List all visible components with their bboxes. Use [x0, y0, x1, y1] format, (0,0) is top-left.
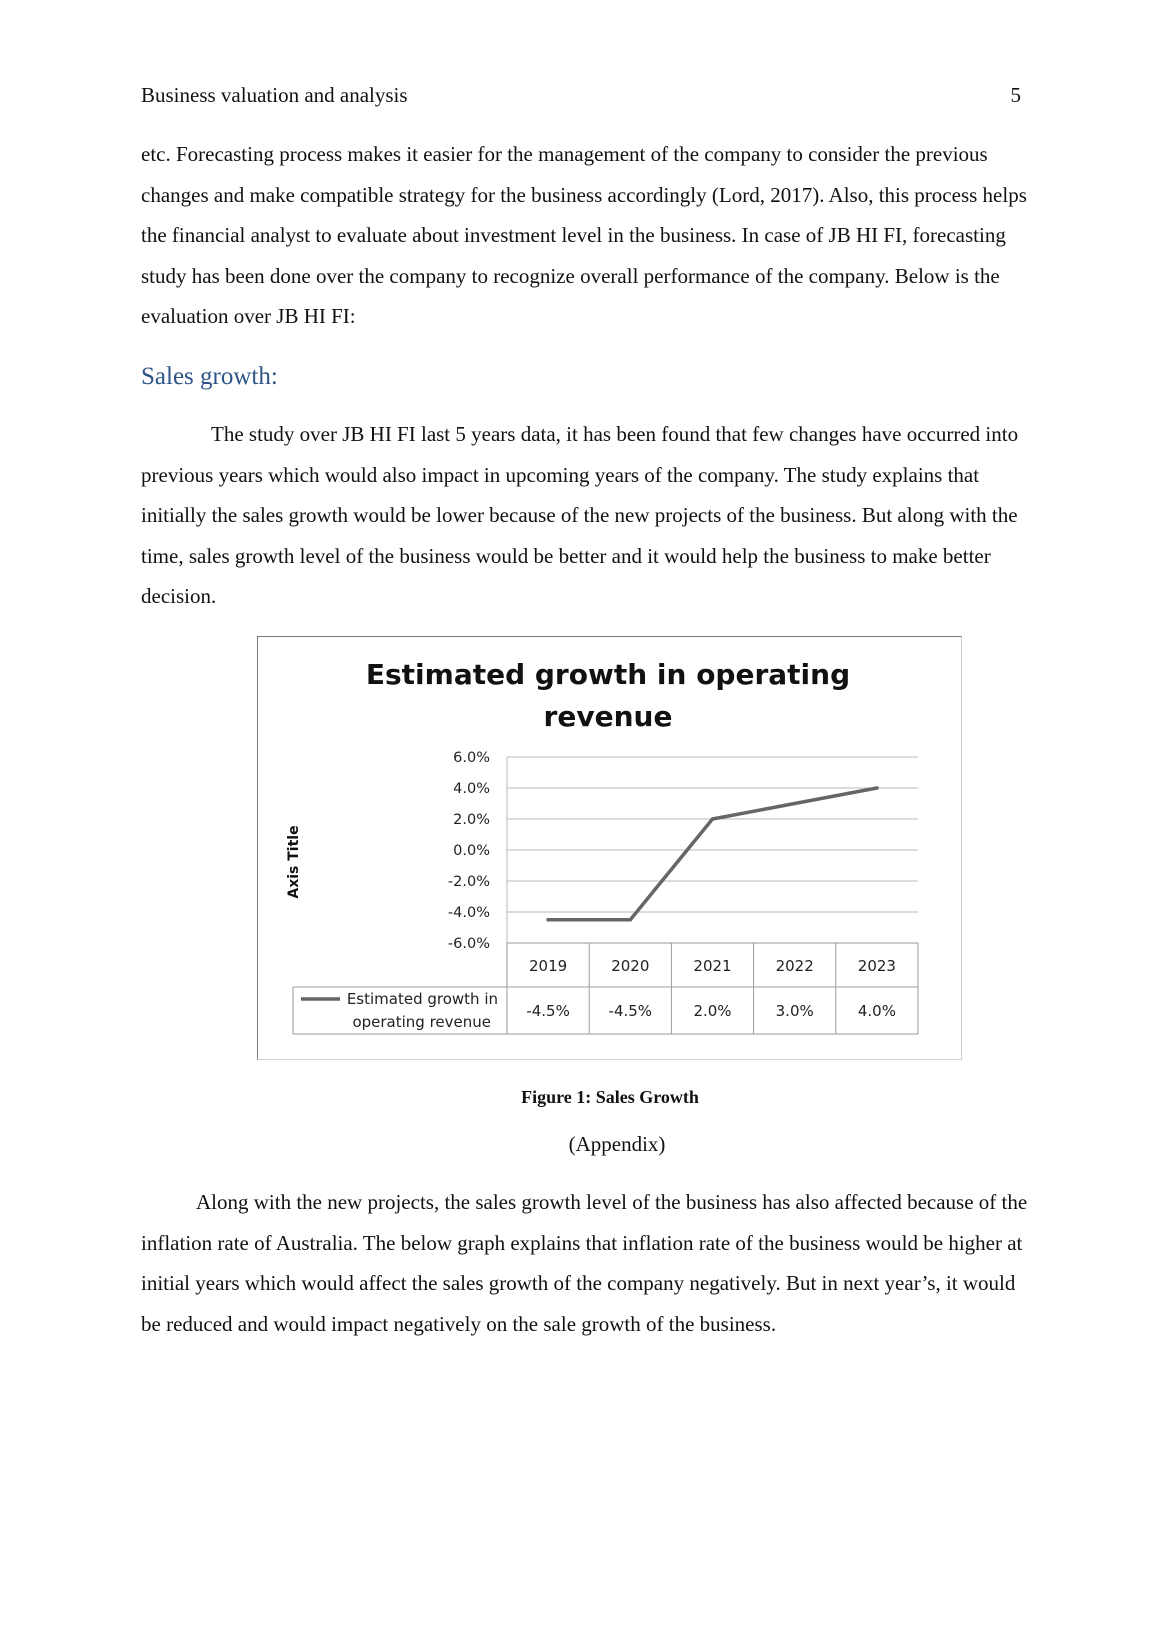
section-heading-sales-growth: Sales growth: — [141, 363, 278, 390]
y-tick-label: 4.0% — [453, 781, 490, 797]
y-tick-labels — [448, 750, 490, 952]
paragraph-inflation: Along with the new projects, the sales growth level of the business has also affected because of the inflation rate of Australia. The below graph explains that inflation rate of the business would be higher at initial years which would affect the sales growth of the company negatively. But in next year’s, it would be reduced and would impact negatively on the sale growth of the business. — [141, 1190, 1028, 1336]
y-tick-label: -4.0% — [447, 905, 490, 921]
series-layer — [546, 786, 878, 921]
data-value-label: -4.5% — [608, 1002, 653, 1020]
x-category-label: 2019 — [529, 957, 568, 975]
figure-caption: Figure 1: Sales Growth — [521, 1087, 699, 1107]
data-point — [875, 786, 879, 790]
gridlines — [507, 757, 918, 943]
page-number: 5 — [1010, 83, 1021, 107]
data-point — [793, 802, 797, 806]
chart-canvas — [258, 637, 963, 1061]
y-tick-label: 6.0% — [453, 750, 490, 766]
data-point — [546, 918, 550, 922]
paragraph-forecasting: etc. Forecasting process makes it easier for the management of the company to consider the previous changes and make compatible strategy for the business accordingly (Lord, 2017). Also, this process helps the financial analyst to evaluate about investment level in the business. In case of JB HI FI, forecasting study has been done over the company to recognize overall performance of the company. Below is the evaluation over JB HI FI: — [141, 142, 1027, 328]
y-tick-label: -6.0% — [447, 936, 490, 952]
x-category-label: 2021 — [693, 957, 732, 975]
paragraph-study: The study over JB HI FI last 5 years data, it has been found that few changes have occurred into previous years which would also impact in upcoming years of the company. The study explains that initially the sales growth would be lower because of the new projects of the business. But along with the time, sales growth level of the business would be better and it would help the business to make better decision. — [141, 422, 1019, 608]
data-value-label: 2.0% — [693, 1002, 732, 1020]
data-value-label: 3.0% — [775, 1002, 814, 1020]
y-tick-label: 2.0% — [453, 812, 490, 828]
appendix-note: (Appendix) — [568, 1132, 666, 1156]
x-category-label: 2022 — [775, 957, 814, 975]
y-axis-title: Axis Title — [286, 825, 302, 899]
legend-label-line-1: Estimated growth in — [346, 990, 498, 1008]
x-category-label: 2023 — [857, 957, 896, 975]
y-tick-label: 0.0% — [453, 843, 490, 859]
running-title: Business valuation and analysis — [141, 83, 408, 107]
data-point — [629, 918, 633, 922]
y-tick-label: -2.0% — [447, 874, 490, 890]
chart-figure — [257, 636, 962, 1060]
data-value-label: 4.0% — [857, 1002, 896, 1020]
data-point — [711, 817, 715, 821]
chart-title-line-2: revenue — [543, 700, 673, 733]
data-value-label: -4.5% — [526, 1002, 570, 1020]
x-category-label: 2020 — [611, 957, 650, 975]
chart-title-line-1: Estimated growth in operating — [365, 658, 851, 691]
data-table — [293, 943, 918, 1034]
series-line — [548, 788, 877, 920]
legend-label-line-2: operating revenue — [352, 1013, 491, 1031]
